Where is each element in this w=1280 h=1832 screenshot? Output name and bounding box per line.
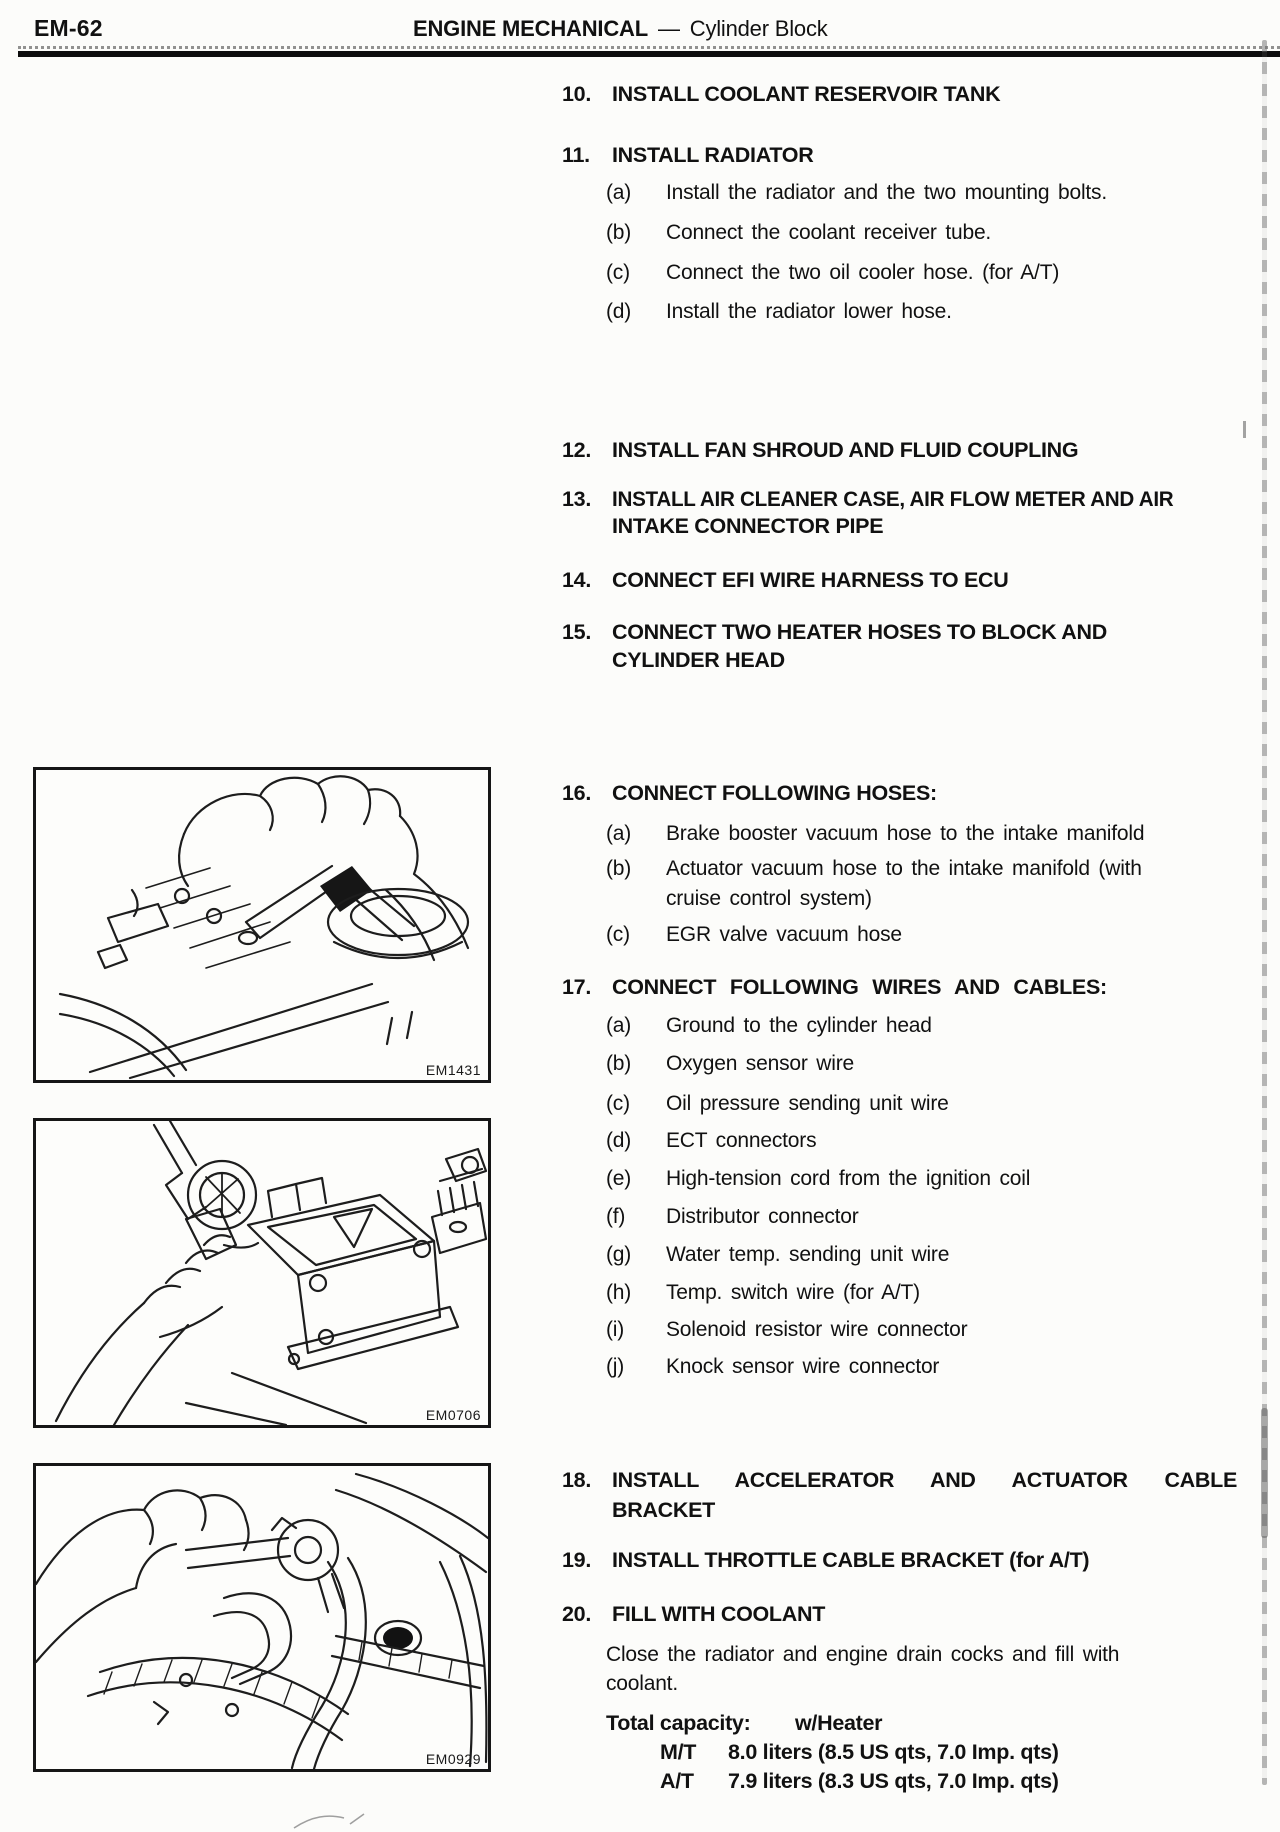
step-title-line: INTAKE CONNECTOR PIPE (612, 514, 884, 538)
section-dash: — (657, 16, 680, 41)
item-text-line: Install the radiator and the two mounting bolts. (666, 181, 1107, 204)
step-title-line: CONNECT FOLLOWING WIRES AND CABLES: (612, 975, 1107, 999)
step-number: 11. (562, 143, 590, 167)
item-letter: (i) (606, 1318, 625, 1341)
figure-connect-hoses (33, 767, 491, 1083)
item-letter: (j) (606, 1355, 625, 1378)
step-title-line: BRACKET (612, 1498, 716, 1522)
step-number: 12. (562, 438, 591, 462)
step-title-line: INSTALL RADIATOR (612, 143, 814, 167)
step-body-line: coolant. (606, 1672, 678, 1695)
item-letter: (a) (606, 1014, 632, 1037)
item-text-line: Ground to the cylinder head (666, 1014, 932, 1037)
step-number: 16. (562, 781, 591, 805)
item-letter: (f) (606, 1205, 626, 1228)
step-number: 18. (562, 1468, 591, 1492)
item-text-line: ECT connectors (666, 1129, 817, 1152)
item-text-line: Temp. switch wire (for A/T) (666, 1281, 920, 1304)
item-letter: (c) (606, 923, 630, 946)
capacity-row-value: 8.0 liters (8.5 US qts, 7.0 Imp. qts) (728, 1740, 1059, 1764)
step-title-line: CONNECT FOLLOWING HOSES: (612, 781, 937, 805)
page-title (413, 16, 828, 41)
item-letter: (e) (606, 1167, 632, 1190)
item-letter: (c) (606, 261, 630, 284)
item-text-line: Brake booster vacuum hose to the intake manifold (666, 822, 1145, 845)
capacity-row-key: A/T (660, 1769, 694, 1793)
figure-label: EM1431 (425, 1062, 481, 1078)
capacity-row-key: M/T (660, 1740, 697, 1764)
capacity-label: Total capacity: (606, 1711, 751, 1735)
scan-edge-streak (1262, 40, 1267, 1785)
section-title: ENGINE MECHANICAL (413, 16, 648, 41)
item-letter: (c) (606, 1092, 630, 1115)
item-text-line: Distributor connector (666, 1205, 859, 1228)
step-number: 14. (562, 568, 591, 592)
item-text-line: Connect the coolant receiver tube. (666, 221, 992, 244)
scan-edge-smudge (1261, 1408, 1268, 1538)
subsection-title: Cylinder Block (689, 16, 828, 41)
item-text-line: Oxygen sensor wire (666, 1052, 854, 1075)
item-text-line: High-tension cord from the ignition coil (666, 1167, 1031, 1190)
capacity-condition: w/Heater (795, 1711, 883, 1735)
step-number: 13. (562, 487, 591, 511)
item-letter: (b) (606, 1052, 632, 1075)
item-text-line: Install the radiator lower hose. (666, 300, 952, 323)
item-text-line: Connect the two oil cooler hose. (for A/T) (666, 261, 1060, 284)
step-body-line: Close the radiator and engine drain cocks and fill with (606, 1643, 1120, 1666)
page-code: EM-62 (34, 15, 103, 41)
item-text-line: EGR valve vacuum hose (666, 923, 902, 946)
step-title-line: INSTALL ACCELERATOR AND ACTUATOR CABLE (612, 1468, 1237, 1492)
hose-pliers-illustration (36, 770, 488, 1080)
step-title-line: INSTALL AIR CLEANER CASE, AIR FLOW METER AND AIR (612, 487, 1174, 511)
item-text-line: Water temp. sending unit wire (666, 1243, 950, 1266)
figure-throttle-bracket (33, 1463, 491, 1772)
step-title-line: INSTALL FAN SHROUD AND FLUID COUPLING (612, 438, 1079, 462)
figure-label: EM0706 (425, 1407, 481, 1423)
item-text-line: Oil pressure sending unit wire (666, 1092, 949, 1115)
item-text-line: cruise control system) (666, 887, 872, 910)
step-title-line: CYLINDER HEAD (612, 648, 785, 672)
item-letter: (d) (606, 300, 632, 323)
step-title-line: CONNECT EFI WIRE HARNESS TO ECU (612, 568, 1009, 592)
capacity-row-value: 7.9 liters (8.3 US qts, 7.0 Imp. qts) (728, 1769, 1059, 1793)
item-letter: (d) (606, 1129, 632, 1152)
figure-ignition-coil (33, 1118, 491, 1428)
item-text-line: Actuator vacuum hose to the intake manifold (with (666, 857, 1142, 880)
item-letter: (g) (606, 1243, 632, 1266)
step-title-line: CONNECT TWO HEATER HOSES TO BLOCK AND (612, 620, 1107, 644)
item-letter: (a) (606, 822, 632, 845)
wrench-engine-illustration (36, 1466, 488, 1769)
header-rule-dotted (18, 46, 1280, 49)
scan-bottom-squiggle (288, 1808, 378, 1832)
step-number: 15. (562, 620, 591, 644)
step-number: 20. (562, 1602, 591, 1626)
step-title-line: FILL WITH COOLANT (612, 1602, 826, 1626)
figure-label: EM0929 (425, 1751, 481, 1767)
item-text-line: Solenoid resistor wire connector (666, 1318, 968, 1341)
step-title-line: INSTALL THROTTLE CABLE BRACKET (for A/T) (612, 1548, 1090, 1572)
scan-tick-mark (1243, 421, 1246, 438)
step-number: 17. (562, 975, 591, 999)
step-title-line: INSTALL COOLANT RESERVOIR TANK (612, 82, 1001, 106)
header-rule (18, 51, 1280, 57)
item-letter: (a) (606, 181, 632, 204)
item-letter: (b) (606, 857, 632, 880)
ignition-coil-illustration (36, 1121, 488, 1425)
item-letter: (b) (606, 221, 632, 244)
item-letter: (h) (606, 1281, 632, 1304)
step-number: 19. (562, 1548, 591, 1572)
item-text-line: Knock sensor wire connector (666, 1355, 940, 1378)
step-number: 10. (562, 82, 591, 106)
